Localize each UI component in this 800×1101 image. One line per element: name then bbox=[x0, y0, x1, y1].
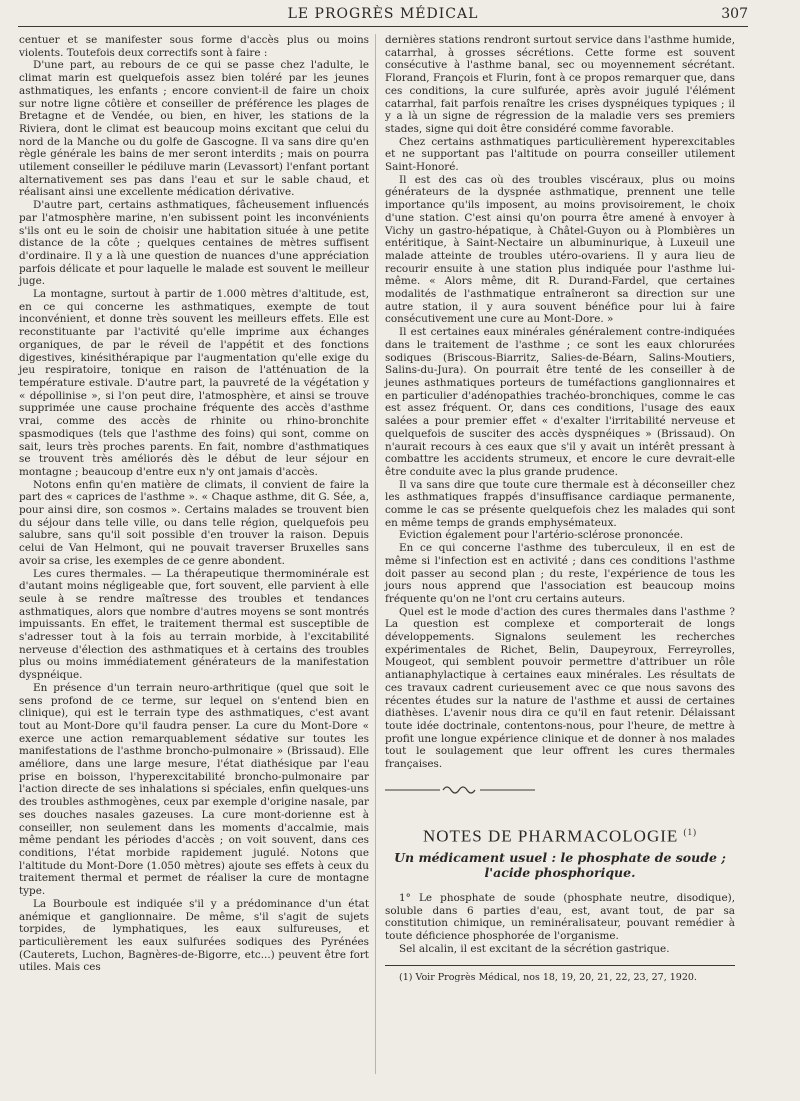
paragraph: Il est certaines eaux minérales généralement contre-indiquées dans le traitement de l'asthme ; ce sont les eaux chlorurées sodiques (Briscous-Biarritz, Salies-de-Béarn, Salins-Moutiers, Salins-du-Jura). On pourrait être tenté de les conseiller à de jeunes asthmatiques porteurs de tuméfactions ganglionnaires et en particulier d'adénopathies trachéo-bronchiques, comme le cas est assez fréquent. Or, dans ces conditions, l'usage des eaux salées a pour premier effet « d'exalter l'irritabilité nerveuse et quelquefois de susciter des accès dyspnéiques » (Brissaud). On n'aurait recours à ces eaux que s'il y avait un intérêt pressant à combattre les accidents strumeux, et encore le cure devrait-elle être conduite avec la plus grande prudence. bbox=[385, 326, 735, 478]
footnote-reference: (1) bbox=[683, 827, 698, 838]
subtitle-line: Un médicament usuel : le phosphate de soude ; bbox=[394, 849, 726, 865]
left-column bbox=[19, 34, 369, 974]
paragraph: Eviction également pour l'artério-sclérose prononcée. bbox=[399, 529, 684, 542]
paragraph: D'autre part, certains asthmatiques, fâcheusement influencés par l'atmosphère marine, n'en subissent point les inconvénients s'ils ont eu le soin de choisir une habitation située à une petite distance de la côte ; quelques centaines de mètres suffisent d'ordinaire. Il y a là une question de nuances d'une appréciation parfois délicate et pour laquelle le malade est souvent le meilleur juge. bbox=[19, 199, 369, 288]
section-title bbox=[385, 826, 735, 847]
footnote-rule bbox=[385, 965, 735, 966]
page-number: 307 bbox=[721, 6, 748, 22]
paragraph: Chez certains asthmatiques particulièrement hyperexcitables et ne supportant pas l'altitude on pourra conseiller utilement Saint-Honoré. bbox=[385, 135, 735, 174]
paragraph: centuer et se manifester sous forme d'accès plus ou moins violents. Toutefois deux correctifs sont à faire : bbox=[19, 34, 369, 59]
paragraph: Sel alcalin, il est excitant de la sécrétion gastrique. bbox=[399, 942, 670, 955]
paragraph: Les cures thermales. — La thérapeutique thermominérale est d'autant moins négligeable que, fort souvent, elle parvient à elle seule à se rendre maîtresse des troubles et tendances asthmatiques, alors que nombre d'autres moyens se sont montrés impuissants. En effet, le traitement thermal est susceptible de s'adresser tout à la fois au terrain morbide, à l'excitabilité nerveuse d'élection des asthmatiques et à certains des troubles plus ou moins immédiatement générateurs de la manifestation dyspnéique. bbox=[19, 567, 369, 682]
paragraph: Il va sans dire que toute cure thermale est à déconseiller chez les asthmatiques frappés d'insuffisance cardiaque permanente, comme le cas se présente quelquefois chez les malades qui sont en même temps de grands emphysémateux. bbox=[385, 478, 735, 529]
section-subtitle bbox=[385, 850, 735, 880]
paragraph: En présence d'un terrain neuro-arthritique (quel que soit le sens profond de ce terme, sur lequel on s'entend bien en clinique), qui est le terrain type des asthmatiques, c'est avant tout au Mont-Dore qu'il faudra penser. La cure du Mont-Dore « exerce une action remarquablement sédative sur toutes les manifestations de l'asthme broncho-pulmonaire » (Brissaud). Elle améliore, dans une large mesure, l'état diathésique par l'eau prise en boisson, l'hyperexcitabilité broncho-pulmonaire par l'action directe de ses inhalations si spéciales, enfin quelques-uns des troubles asthmogènes, ceux par exemple d'origine nasale, par ses douches nasales gazeuses. La cure mont-dorienne est à conseiller, non seulement dans les moments d'accalmie, mais même pendant les périodes d'accès ; on voit souvent, dans ces conditions, l'état morbide rapidement jugulé. Notons que l'altitude du Mont-Dore (1.050 mètres) ajoute ses effets à ceux du traitement thermal et permet de réaliser la cure de montagne type. bbox=[19, 681, 369, 898]
section-ornament bbox=[385, 785, 535, 795]
subtitle-line: l'acide phosphorique. bbox=[484, 864, 636, 880]
journal-title: LE PROGRÈS MÉDICAL bbox=[287, 6, 479, 22]
section-title-text: NOTES DE PHARMACOLOGIE bbox=[422, 827, 679, 847]
paragraph: Il est des cas où des troubles viscéraux, plus ou moins générateurs de la dyspnée asthmatique, prennent une telle importance qu'ils imposent, au moins provisoirement, le choix d'une station. C'est ainsi qu'on pourra être amené à envoyer à Vichy un gastro-hépatique, à Châtel-Guyon ou à Plombières un entéritique, à Saint-Nectaire un albuminurique, à Luxeuil une malade atteinte de troubles utéro-ovariens. Il y aura lieu de recourir ensuite à une station plus indiquée pour l'asthme lui-même. « Alors même, dit R. Durand-Fardel, que certaines modalités de l'asthmatique entraîneront sa direction sur une autre station, il y aura souvent bénéfice pour lui à faire consécutivement une cure au Mont-Dore. » bbox=[385, 173, 735, 326]
paragraph: dernières stations rendront surtout service dans l'asthme humide, catarrhal, à grosses sécrétions. Cette forme est souvent consécutive à l'asthme banal, sec ou moyennement sécrétant. Florand, François et Flurin, font à ce propos remarquer que, dans ces conditions, la cure sulfurée, après avoir jugulé l'élément catarrhal, fait parfois renaître les crises dyspnéiques typiques ; il y a là un signe de régression de la maladie vers ses premiers stades, signe qui doit être considéré comme favorable. bbox=[385, 34, 735, 135]
right-column bbox=[385, 34, 735, 984]
paragraph: La Bourboule est indiquée s'il y a prédominance d'un état anémique et ganglionnaire. De même, s'il s'agit de sujets torpides, de lymphatiques, les eaux sulfureuses, et particulièrement les eaux sulfurées sodiques des Pyrénées (Cauterets, Luchon, Bagnères-de-Bigorre, etc...) peuvent être fort utiles. Mais ces bbox=[19, 897, 369, 974]
paragraph: Notons enfin qu'en matière de climats, il convient de faire la part des « caprices de l'asthme ». « Chaque asthme, dit G. Sée, a, pour ainsi dire, son cosmos ». Certains malades se trouvent bien du séjour dans telle ville, ou dans telle région, quelquefois peu salubre, sans qu'il soit possible d'en trouver la raison. Depuis celui de Van Helmont, qui ne pouvait traverser Bruxelles sans avoir sa crise, les exemples de ce genre abondent. bbox=[19, 478, 369, 567]
paragraph: En ce qui concerne l'asthme des tuberculeux, il en est de même si l'infection est en activité ; dans ces conditions l'asthme doit passer au second plan ; du reste, l'expérience de tous les jours nous apprend que l'association est beaucoup moins fréquente qu'on ne l'ont cru certains auteurs. bbox=[385, 542, 735, 605]
paragraph: D'une part, au rebours de ce qui se passe chez l'adulte, le climat marin est quelquefois assez bien toléré par les jeunes asthmatiques, les enfants ; encore convient-il de faire un choix sur notre ligne côtière et conseiller de préférence les plages de Bretagne et de Vendée, ou bien, en hiver, les stations de la Riviera, dont le climat est beaucoup moins excitant que celui du nord de la Manche ou du golfe de Gascogne. Il va sans dire qu'en règle générale les bains de mer seront interdits ; mais on pourra utilement conseiller le pédiluve marin (Levassort) l'enfant portant alternativement ses pas dans l'eau et sur le sable chaud, et réalisant ainsi une excellente médication dérivative. bbox=[19, 59, 369, 199]
column-divider bbox=[375, 34, 376, 1074]
paragraph: La montagne, surtout à partir de 1.000 mètres d'altitude, est, en ce qui concerne les asthmatiques, exempte de tout inconvénient, et donne très souvent les meilleurs effets. Elle est reconstituante par l'activité qu'elle imprime aux échanges organiques, de par le réveil de l'appétit et des fonctions digestives, kinésithérapique par l'augmentation qu'elle exige du jeu respiratoire, tonique en raison de l'atténuation de la température estivale. D'autre part, la pauvreté de la végétation y « dépollinise », si l'on peut dire, l'atmosphère, et ainsi se trouve supprimée une cause prochaine fréquente des accès d'asthme vrai, comme des accès de rhinite ou rhino-bronchite spasmodiques (tels que l'asthme des foins) qui sont, comme on sait, leurs très proches parents. En fait, nombre d'asthmatiques se trouvent très améliorés dès le début de leur séjour en montagne ; beaucoup d'entre eux n'y ont jamais d'accès. bbox=[19, 288, 369, 478]
footnote: (1) Voir Progrès Médical, nos 18, 19, 20, 21, 22, 23, 27, 1920. bbox=[399, 972, 697, 984]
running-header bbox=[18, 4, 748, 27]
paragraph: 1° Le phosphate de soude (phosphate neutre, disodique), soluble dans 6 parties d'eau, est, avant tout, de par sa constitution chimique, un reminéralisateur, pouvant remédier à toute déficience phosphorée de l'organisme. bbox=[385, 891, 735, 942]
paragraph: Quel est le mode d'action des cures thermales dans l'asthme ? La question est complexe et comporterait de longs développements. Signalons seulement les recherches expérimentales de Richet, Belin, Daupeyroux, Ferreyrolles, Mougeot, qui semblent pouvoir permettre d'attribuer un rôle antianaphylactique à certaines eaux minérales. Les résultats de ces travaux cadrent curieusement avec ce que nous savons des récentes études sur la nature de l'asthme et aussi de certaines diathèses. L'avenir nous dira ce qu'il en faut retenir. Délaissant toute idée doctrinale, contentons-nous, pour l'heure, de mettre à profit une longue expérience clinique et de donner à nos malades tout le soulagement que leur offrent les cures thermales françaises. bbox=[385, 605, 735, 771]
